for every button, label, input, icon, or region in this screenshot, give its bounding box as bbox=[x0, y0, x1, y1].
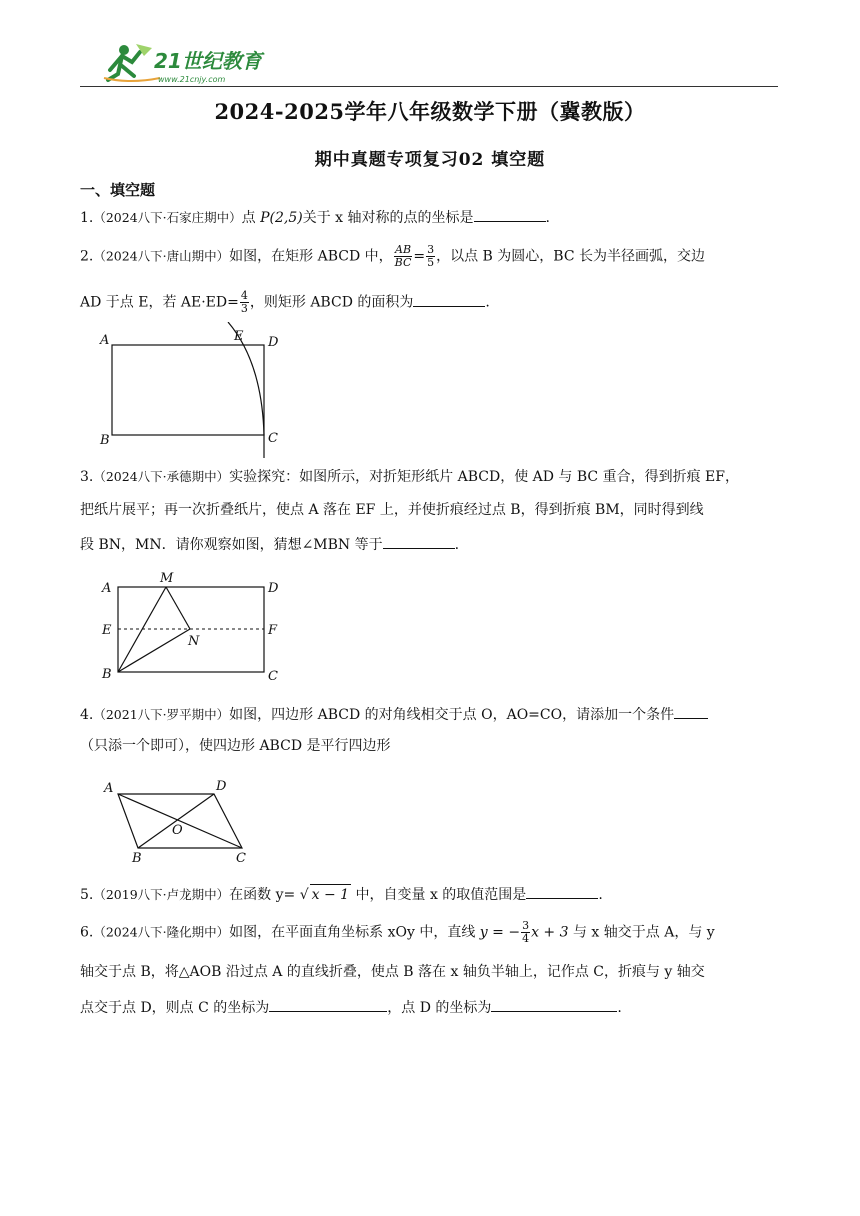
q2-ratio-num: AB bbox=[395, 243, 412, 256]
q2-label-a: A bbox=[100, 333, 110, 348]
q3-end: . bbox=[454, 537, 460, 553]
q6-answer-blank-d[interactable] bbox=[491, 996, 617, 1012]
q2-label-b: B bbox=[100, 433, 110, 448]
q3-line-1: 实验探究：如图所示，对折矩形纸片 ABCD，使 AD 与 BC 重合，得到折痕 EF， bbox=[229, 469, 739, 485]
q6-number: 6. bbox=[80, 924, 94, 941]
q2-number: 2. bbox=[80, 248, 94, 265]
q4-answer-blank[interactable] bbox=[674, 703, 708, 719]
question-6 bbox=[80, 920, 715, 945]
q2-product-fraction bbox=[240, 290, 249, 315]
q5-source: （2019八下·卢龙期中） bbox=[93, 887, 230, 902]
q2-text-4: ，则矩形 ABCD 的面积为 bbox=[249, 294, 414, 311]
q4-figure bbox=[96, 776, 266, 866]
q6-y: y = − bbox=[479, 924, 521, 941]
q3-label-m: M bbox=[160, 571, 174, 586]
q4-line-1: 如图，四边形 ABCD 的对角线相交于点 O，AO=CO，请添加一个条件 bbox=[229, 707, 675, 723]
q5-radicand: x − 1 bbox=[310, 884, 351, 905]
q2-text-3: AD 于点 E，若 AE·ED= bbox=[80, 294, 239, 311]
q6-text-3a: 点交于点 D，则点 C 的坐标为 bbox=[80, 1000, 270, 1016]
q1-number: 1. bbox=[80, 210, 94, 226]
q2-figure bbox=[96, 322, 286, 462]
q3-figure bbox=[96, 568, 296, 682]
q3-answer-blank[interactable] bbox=[383, 533, 455, 549]
question-4 bbox=[80, 703, 708, 725]
q3-label-n: N bbox=[188, 634, 200, 649]
q4-diagonal-ac bbox=[118, 794, 242, 848]
q4-label-d: D bbox=[216, 779, 227, 794]
question-2-line-2 bbox=[80, 290, 490, 315]
q2-answer-blank[interactable] bbox=[413, 291, 485, 307]
q2-rectangle bbox=[112, 345, 264, 435]
q2-product-den: 3 bbox=[240, 302, 248, 315]
q6-text-2: 与 x 轴交于点 A，与 y bbox=[572, 924, 715, 941]
q2-text-1: 如图，在矩形 ABCD 中， bbox=[229, 248, 393, 265]
q3-mn bbox=[166, 587, 190, 629]
logo-text: 21世纪教育 bbox=[154, 49, 262, 73]
q4-source: （2021八下·罗平期中） bbox=[93, 707, 230, 722]
q2-value-num: 3 bbox=[427, 243, 435, 256]
q6-slope-den: 4 bbox=[522, 932, 530, 945]
q2-ratio-den: BC bbox=[394, 256, 412, 269]
q3-label-a: A bbox=[102, 581, 112, 596]
q2-label-d: D bbox=[268, 335, 279, 350]
q3-source: （2024八下·承德期中） bbox=[93, 469, 230, 484]
question-3 bbox=[80, 467, 739, 487]
q5-answer-blank[interactable] bbox=[526, 883, 598, 899]
q2-value-fraction bbox=[426, 244, 435, 269]
q5-end: . bbox=[598, 887, 603, 903]
document-subtitle: 期中真题专项复习02 填空题 bbox=[314, 150, 546, 170]
q2-end: . bbox=[485, 294, 490, 311]
q2-eq: = bbox=[413, 248, 426, 265]
question-2 bbox=[80, 244, 705, 269]
q2-source: （2024八下·唐山期中） bbox=[93, 248, 230, 264]
q4-label-c: C bbox=[236, 851, 246, 866]
q3-label-c: C bbox=[268, 669, 278, 682]
q4-diagonal-bd bbox=[138, 794, 214, 848]
q2-ratio-fraction bbox=[394, 244, 413, 269]
q3-label-b: B bbox=[102, 667, 112, 682]
q2-product-num: 4 bbox=[240, 289, 248, 302]
section-heading: 一、填空题 bbox=[80, 181, 156, 199]
q3-label-e: E bbox=[102, 623, 112, 638]
q4-number: 4. bbox=[80, 707, 94, 723]
question-4-line-2: （只添一个即可），使四边形 ABCD 是平行四边形 bbox=[80, 738, 391, 754]
q4-label-b: B bbox=[132, 851, 142, 866]
q3-label-f: F bbox=[268, 623, 278, 638]
q2-value-den: 5 bbox=[427, 256, 435, 269]
question-6-line-3 bbox=[80, 996, 622, 1018]
q3-label-d: D bbox=[268, 581, 279, 596]
q3-number: 3. bbox=[80, 469, 94, 485]
q1-text-2: 关于 x 轴对称的点的坐标是 bbox=[302, 210, 474, 226]
q6-slope-num: 3 bbox=[522, 919, 530, 932]
q5-number: 5. bbox=[80, 887, 94, 903]
q6-rest: x + 3 bbox=[531, 924, 569, 941]
q6-answer-blank-c[interactable] bbox=[269, 996, 387, 1012]
question-3-line-2: 把纸片展平；再一次折叠纸片，使点 A 落在 EF 上，并使折痕经过点 B，得到折痕 BM，同时得到线 bbox=[80, 502, 704, 518]
logo bbox=[100, 40, 270, 86]
q6-slope-fraction bbox=[521, 920, 530, 945]
q1-answer-blank[interactable] bbox=[474, 206, 546, 222]
q1-end: . bbox=[545, 210, 550, 226]
q1-text-1: 点 bbox=[241, 210, 256, 226]
q1-point: P(2,5) bbox=[260, 210, 303, 226]
q6-end: . bbox=[617, 1000, 622, 1016]
runner-icon bbox=[104, 44, 160, 81]
q4-label-a: A bbox=[104, 781, 114, 796]
q2-label-c: C bbox=[268, 431, 278, 446]
question-6-line-2: 轴交于点 B，将△AOB 沿过点 A 的直线折叠，使点 B 落在 x 轴负半轴上，记作点 C，折痕与 y 轴交 bbox=[80, 964, 705, 980]
q6-text-3b: ，点 D 的坐标为 bbox=[387, 1000, 492, 1016]
logo-url: www.21cnjy.com bbox=[158, 75, 226, 84]
q3-bn bbox=[118, 629, 190, 672]
question-3-line-3 bbox=[80, 533, 459, 555]
q4-label-o: O bbox=[172, 823, 183, 838]
q6-source: （2024八下·隆化期中） bbox=[93, 924, 230, 940]
q6-text-1: 如图，在平面直角坐标系 xOy 中，直线 bbox=[229, 924, 476, 941]
q3-line-3-text: 段 BN，MN．请你观察如图，猜想∠MBN 等于 bbox=[80, 537, 383, 553]
question-1 bbox=[80, 206, 550, 228]
header-rule bbox=[80, 86, 778, 87]
q5-text-2: 中，自变量 x 的取值范围是 bbox=[355, 887, 527, 903]
q5-text-1: 在函数 y= bbox=[229, 887, 296, 903]
question-5: 5.（2019八下·卢龙期中）在函数 y= √ x − 1 中，自变量 x 的取值范围是 . bbox=[80, 883, 603, 905]
q2-label-e: E bbox=[234, 329, 244, 344]
q1-source: （2024八下·石家庄期中） bbox=[93, 210, 242, 225]
document-title: 2024-2025学年八年级数学下册（冀教版） bbox=[214, 99, 646, 124]
q2-text-2: ，以点 B 为圆心，BC 长为半径画弧，交边 bbox=[436, 248, 706, 265]
